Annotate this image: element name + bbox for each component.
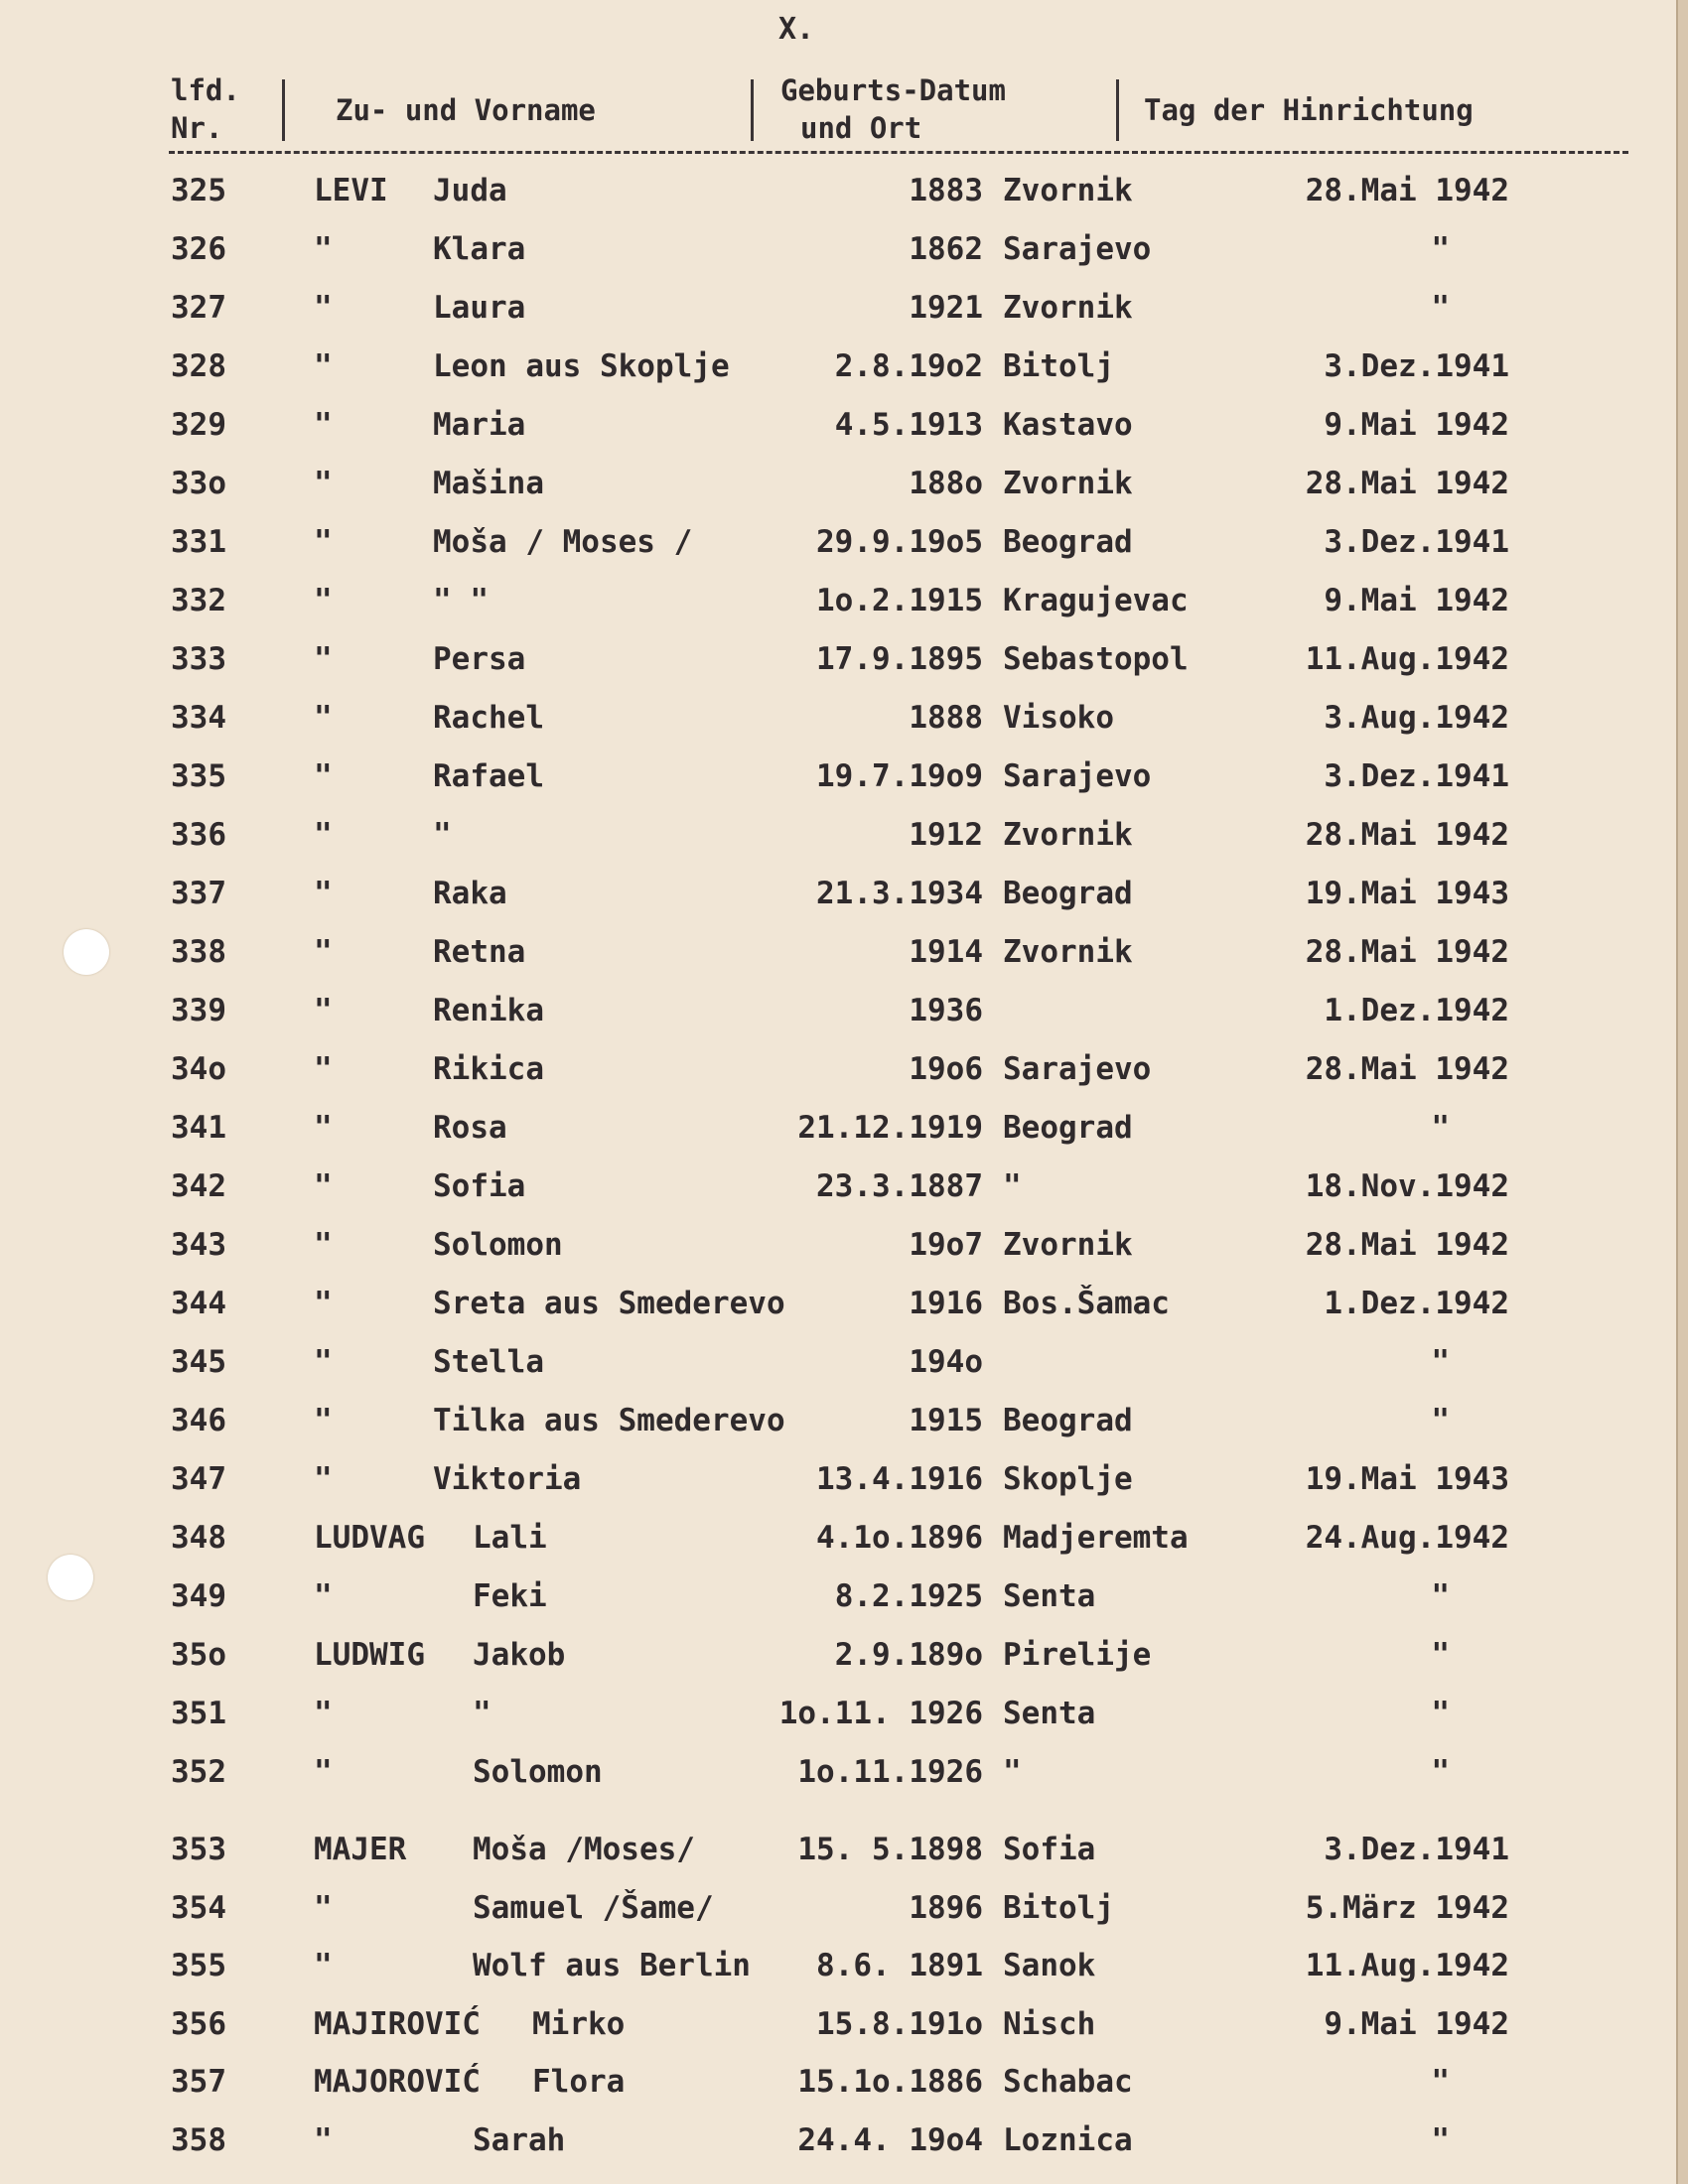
entry-surname: ": [314, 583, 333, 618]
entry-birth-place: Sarajevo: [1003, 1051, 1152, 1087]
entry-birth-date: 8.2.1925: [834, 1578, 983, 1614]
entry-surname: MAJOROVIĆ: [314, 2064, 481, 2100]
entry-given-name: Solomon: [473, 1754, 603, 1790]
entry-birth-date: 29.9.19o5: [816, 524, 983, 560]
table-row: [0, 1942, 1678, 1993]
table-row: [0, 1572, 1678, 1624]
entry-execution-date: 5.März 1942: [1305, 1890, 1509, 1926]
entry-number: 351: [171, 1696, 226, 1731]
entry-given-name: Rachel: [433, 700, 544, 736]
entry-birth-place: Zvornik: [1003, 1227, 1133, 1263]
entry-birth-date: 188o: [909, 466, 983, 501]
entry-birth-date: 8.6. 1891: [816, 1948, 983, 1983]
entry-given-name: " ": [433, 583, 489, 618]
header-birth-line1: Geburts-Datum: [780, 73, 1006, 107]
entry-given-name: Rikica: [433, 1051, 544, 1087]
entry-execution-date: 28.Mai 1942: [1305, 466, 1509, 501]
page-number: X.: [778, 12, 815, 47]
entry-execution-date: ": [1431, 1403, 1450, 1438]
entry-surname: ": [314, 1168, 333, 1204]
entry-surname: MAJER: [314, 1832, 407, 1867]
entry-execution-date: ": [1431, 1578, 1450, 1614]
entry-number: 357: [171, 2064, 226, 2100]
entry-birth-date: 1914: [909, 934, 983, 970]
entry-birth-date: 4.1o.1896: [816, 1520, 983, 1556]
entry-number: 348: [171, 1520, 226, 1556]
entry-execution-date: ": [1431, 1754, 1450, 1790]
entry-given-name: Moša / Moses /: [433, 524, 693, 560]
entry-number: 35o: [171, 1637, 226, 1673]
table-row: [0, 987, 1678, 1038]
entry-surname: ": [314, 1344, 333, 1380]
entry-surname: ": [314, 524, 333, 560]
entry-birth-place: ": [1003, 1754, 1022, 1790]
entry-surname: ": [314, 934, 333, 970]
entry-birth-date: 1883: [909, 173, 983, 208]
entry-birth-place: Loznica: [1003, 2122, 1133, 2158]
table-row: [0, 635, 1678, 687]
paper-edge: [1676, 0, 1688, 2184]
entry-number: 338: [171, 934, 226, 970]
entry-birth-place: Sebastopol: [1003, 641, 1189, 677]
entry-birth-date: 1o.11.1926: [797, 1754, 983, 1790]
entry-birth-date: 1o.2.1915: [816, 583, 983, 618]
entry-execution-date: 18.Nov.1942: [1305, 1168, 1509, 1204]
entry-given-name: Tilka aus Smederevo: [433, 1403, 785, 1438]
entry-surname: ": [314, 700, 333, 736]
table-row: [0, 1690, 1678, 1741]
table-row: [0, 1514, 1678, 1566]
entry-birth-place: Bitolj: [1003, 1890, 1114, 1926]
header-birth-line2: und Ort: [800, 111, 922, 145]
table-row: [0, 401, 1678, 453]
entry-birth-date: 1o.11. 1926: [778, 1696, 983, 1731]
entry-given-name: Sarah: [473, 2122, 566, 2158]
entry-birth-place: Sofia: [1003, 1832, 1096, 1867]
entry-birth-date: 21.12.1919: [797, 1110, 983, 1146]
header-separator: [751, 79, 754, 141]
entry-surname: ": [314, 641, 333, 677]
entry-birth-date: 19o6: [909, 1051, 983, 1087]
entry-execution-date: 28.Mai 1942: [1305, 817, 1509, 853]
entry-birth-date: 1921: [909, 290, 983, 326]
entry-execution-date: 28.Mai 1942: [1305, 1051, 1509, 1087]
entry-birth-place: Senta: [1003, 1696, 1096, 1731]
table-row: [0, 1826, 1678, 1877]
entry-execution-date: 9.Mai 1942: [1324, 407, 1509, 443]
entry-number: 341: [171, 1110, 226, 1146]
table-row: [0, 752, 1678, 804]
table-row: [0, 342, 1678, 394]
entry-execution-date: 9.Mai 1942: [1324, 583, 1509, 618]
entry-birth-place: Beograd: [1003, 876, 1133, 911]
table-row: [0, 1104, 1678, 1156]
entry-execution-date: ": [1431, 2122, 1450, 2158]
table-row: [0, 1884, 1678, 1936]
entry-surname: ": [314, 817, 333, 853]
entry-number: 326: [171, 231, 226, 267]
entry-birth-place: Beograd: [1003, 524, 1133, 560]
entry-number: 337: [171, 876, 226, 911]
table-row: [0, 928, 1678, 980]
entry-number: 332: [171, 583, 226, 618]
entry-given-name: Persa: [433, 641, 526, 677]
table-row: [0, 577, 1678, 628]
entry-surname: LUDVAG: [314, 1520, 425, 1556]
table-row: [0, 167, 1678, 218]
entry-execution-date: 9.Mai 1942: [1324, 2006, 1509, 2042]
entry-surname: ": [314, 1461, 333, 1497]
entry-number: 331: [171, 524, 226, 560]
entry-birth-date: 4.5.1913: [834, 407, 983, 443]
table-row: [0, 1221, 1678, 1273]
entry-given-name: Viktoria: [433, 1461, 582, 1497]
entry-number: 358: [171, 2122, 226, 2158]
entry-birth-date: 19.7.19o9: [816, 758, 983, 794]
header-nr-line2: Nr.: [171, 111, 223, 145]
entry-birth-date: 1862: [909, 231, 983, 267]
entry-execution-date: ": [1431, 2064, 1450, 2100]
entry-given-name: Solomon: [433, 1227, 563, 1263]
entry-given-name: Flora: [532, 2064, 626, 2100]
entry-birth-date: 23.3.1887: [816, 1168, 983, 1204]
entry-surname: ": [314, 348, 333, 384]
entry-birth-place: Beograd: [1003, 1110, 1133, 1146]
entry-surname: ": [314, 876, 333, 911]
entry-number: 336: [171, 817, 226, 853]
entry-execution-date: 24.Aug.1942: [1305, 1520, 1509, 1556]
entry-birth-place: Beograd: [1003, 1403, 1133, 1438]
entry-birth-place: Senta: [1003, 1578, 1096, 1614]
entry-surname: ": [314, 1578, 333, 1614]
entry-birth-date: 13.4.1916: [816, 1461, 983, 1497]
header-separator: [282, 79, 285, 141]
table-row: [0, 1162, 1678, 1214]
entry-number: 33o: [171, 466, 226, 501]
entry-birth-date: 194o: [909, 1344, 983, 1380]
entry-given-name: ": [433, 817, 452, 853]
entry-number: 325: [171, 173, 226, 208]
entry-number: 333: [171, 641, 226, 677]
entry-execution-date: ": [1431, 290, 1450, 326]
entry-surname: ": [314, 1948, 333, 1983]
entry-execution-date: 19.Mai 1943: [1305, 876, 1509, 911]
entry-birth-date: 1936: [909, 993, 983, 1028]
entry-surname: ": [314, 290, 333, 326]
entry-given-name: Maria: [433, 407, 526, 443]
entry-given-name: Wolf aus Berlin: [473, 1948, 751, 1983]
entry-birth-place: Sanok: [1003, 1948, 1096, 1983]
entry-birth-date: 15.8.191o: [816, 2006, 983, 2042]
entry-birth-date: 1896: [909, 1890, 983, 1926]
table-row: [0, 1338, 1678, 1390]
header-separator: [1116, 79, 1119, 141]
entry-number: 344: [171, 1286, 226, 1321]
entry-execution-date: ": [1431, 1344, 1450, 1380]
entry-given-name: Leon aus Skoplje: [433, 348, 730, 384]
entry-surname: ": [314, 1696, 333, 1731]
entry-birth-place: Bos.Šamac: [1003, 1286, 1170, 1321]
entry-given-name: Raka: [433, 876, 507, 911]
entry-number: 355: [171, 1948, 226, 1983]
header-nr-line1: lfd.: [171, 73, 240, 107]
entry-given-name: Jakob: [473, 1637, 566, 1673]
entry-given-name: Sofia: [433, 1168, 526, 1204]
entry-birth-place: ": [1003, 1168, 1022, 1204]
entry-birth-place: Schabac: [1003, 2064, 1133, 2100]
header-rule: [169, 151, 1628, 154]
entry-number: 343: [171, 1227, 226, 1263]
table-row: [0, 2116, 1678, 2168]
entry-surname: ": [314, 407, 333, 443]
entry-surname: ": [314, 1754, 333, 1790]
entry-execution-date: ": [1431, 231, 1450, 267]
entry-given-name: ": [473, 1696, 492, 1731]
entry-birth-place: Zvornik: [1003, 934, 1133, 970]
entry-number: 356: [171, 2006, 226, 2042]
entry-execution-date: 11.Aug.1942: [1305, 1948, 1509, 1983]
table-row: [0, 460, 1678, 511]
entry-birth-date: 2.8.19o2: [834, 348, 983, 384]
entry-birth-date: 1888: [909, 700, 983, 736]
entry-given-name: Retna: [433, 934, 526, 970]
entry-surname: ": [314, 1227, 333, 1263]
entry-birth-place: Sarajevo: [1003, 758, 1152, 794]
entry-birth-place: Kastavo: [1003, 407, 1133, 443]
table-row: [0, 694, 1678, 746]
entry-number: 352: [171, 1754, 226, 1790]
entry-number: 34o: [171, 1051, 226, 1087]
entry-surname: LUDWIG: [314, 1637, 425, 1673]
entry-given-name: Feki: [473, 1578, 547, 1614]
entry-number: 339: [171, 993, 226, 1028]
header-birth: [780, 71, 1006, 147]
table-row: [0, 2000, 1678, 2052]
entry-execution-date: 28.Mai 1942: [1305, 1227, 1509, 1263]
entry-given-name: Moša /Moses/: [473, 1832, 695, 1867]
entry-birth-place: Visoko: [1003, 700, 1114, 736]
entry-number: 346: [171, 1403, 226, 1438]
table-row: [0, 518, 1678, 570]
table-row: [0, 1748, 1678, 1800]
entry-surname: ": [314, 1110, 333, 1146]
header-nr: [171, 71, 240, 147]
entry-birth-place: Zvornik: [1003, 466, 1133, 501]
entry-surname: ": [314, 231, 333, 267]
entry-given-name: Renika: [433, 993, 544, 1028]
entry-birth-place: Skoplje: [1003, 1461, 1133, 1497]
table-row: [0, 1045, 1678, 1097]
entry-given-name: Klara: [433, 231, 526, 267]
entry-execution-date: 1.Dez.1942: [1324, 1286, 1509, 1321]
entry-execution-date: 19.Mai 1943: [1305, 1461, 1509, 1497]
entry-birth-date: 24.4. 19o4: [797, 2122, 983, 2158]
entry-birth-place: Zvornik: [1003, 817, 1133, 853]
entry-birth-place: Zvornik: [1003, 290, 1133, 326]
entry-number: 354: [171, 1890, 226, 1926]
entry-execution-date: ": [1431, 1110, 1450, 1146]
entry-number: 334: [171, 700, 226, 736]
entry-birth-date: 1916: [909, 1286, 983, 1321]
entry-given-name: Stella: [433, 1344, 544, 1380]
entry-birth-date: 15. 5.1898: [797, 1832, 983, 1867]
header-execution: Tag der Hinrichtung: [1144, 93, 1474, 127]
entry-birth-date: 1915: [909, 1403, 983, 1438]
table-row: [0, 811, 1678, 863]
entry-number: 342: [171, 1168, 226, 1204]
entry-birth-place: Bitolj: [1003, 348, 1114, 384]
entry-given-name: Mirko: [532, 2006, 626, 2042]
entry-birth-place: Sarajevo: [1003, 231, 1152, 267]
entry-execution-date: 1.Dez.1942: [1324, 993, 1509, 1028]
entry-birth-date: 2.9.189o: [834, 1637, 983, 1673]
table-row: [0, 1631, 1678, 1683]
entry-number: 345: [171, 1344, 226, 1380]
entry-birth-date: 1912: [909, 817, 983, 853]
entry-number: 349: [171, 1578, 226, 1614]
table-row: [0, 1397, 1678, 1448]
entry-birth-place: Nisch: [1003, 2006, 1096, 2042]
table-row: [0, 870, 1678, 921]
entry-surname: ": [314, 1286, 333, 1321]
entry-number: 347: [171, 1461, 226, 1497]
entry-surname: ": [314, 1051, 333, 1087]
entry-birth-date: 15.1o.1886: [797, 2064, 983, 2100]
entry-surname: LEVI: [314, 173, 388, 208]
table-row: [0, 1455, 1678, 1507]
entry-given-name: Sreta aus Smederevo: [433, 1286, 785, 1321]
entry-given-name: Mašina: [433, 466, 544, 501]
entry-execution-date: 28.Mai 1942: [1305, 934, 1509, 970]
entry-surname: ": [314, 2122, 333, 2158]
header-name: Zu- und Vorname: [336, 93, 596, 127]
entry-number: 328: [171, 348, 226, 384]
entry-given-name: Rafael: [433, 758, 544, 794]
entry-execution-date: 3.Dez.1941: [1324, 1832, 1509, 1867]
entry-given-name: Rosa: [433, 1110, 507, 1146]
entry-given-name: Samuel /Šame/: [473, 1890, 714, 1926]
entry-birth-date: 21.3.1934: [816, 876, 983, 911]
table-row: [0, 284, 1678, 336]
entry-given-name: Lali: [473, 1520, 547, 1556]
table-row: [0, 2058, 1678, 2110]
table-row: [0, 225, 1678, 277]
entry-execution-date: 11.Aug.1942: [1305, 641, 1509, 677]
entry-given-name: Juda: [433, 173, 507, 208]
entry-birth-date: 17.9.1895: [816, 641, 983, 677]
table-row: [0, 1280, 1678, 1331]
entry-execution-date: ": [1431, 1696, 1450, 1731]
entry-execution-date: 3.Dez.1941: [1324, 524, 1509, 560]
entry-execution-date: 3.Dez.1941: [1324, 758, 1509, 794]
entry-birth-place: Madjeremta: [1003, 1520, 1189, 1556]
entry-surname: ": [314, 993, 333, 1028]
entry-surname: ": [314, 758, 333, 794]
entry-birth-place: Kragujevac: [1003, 583, 1189, 618]
entry-number: 353: [171, 1832, 226, 1867]
entry-surname: ": [314, 1890, 333, 1926]
entry-execution-date: 3.Dez.1941: [1324, 348, 1509, 384]
entry-given-name: Laura: [433, 290, 526, 326]
entry-birth-date: 19o7: [909, 1227, 983, 1263]
entry-birth-place: Zvornik: [1003, 173, 1133, 208]
entry-number: 327: [171, 290, 226, 326]
entry-execution-date: 28.Mai 1942: [1305, 173, 1509, 208]
entry-birth-place: Pirelije: [1003, 1637, 1152, 1673]
entry-surname: MAJIROVIĆ: [314, 2006, 481, 2042]
entry-execution-date: ": [1431, 1637, 1450, 1673]
entry-surname: ": [314, 466, 333, 501]
entry-execution-date: 3.Aug.1942: [1324, 700, 1509, 736]
entry-number: 335: [171, 758, 226, 794]
entry-number: 329: [171, 407, 226, 443]
entry-surname: ": [314, 1403, 333, 1438]
